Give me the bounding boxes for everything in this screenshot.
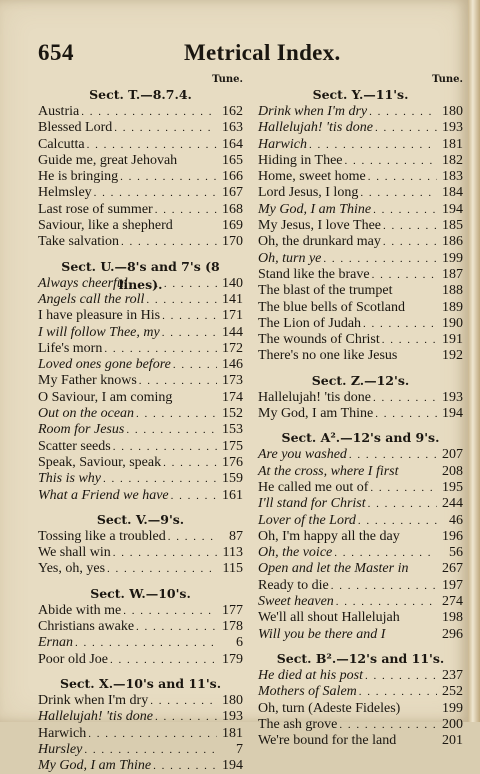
hymn-title: My God, I am Thine xyxy=(38,758,152,774)
dot-leader xyxy=(94,185,217,201)
tune-number: 171 xyxy=(222,308,243,324)
index-entry xyxy=(258,267,463,283)
dot-leader xyxy=(87,137,217,153)
tune-number: 296 xyxy=(442,626,463,642)
tune-number: 164 xyxy=(222,136,243,152)
section-heading: Sect. Y.—11's. xyxy=(312,87,409,102)
dot-leader xyxy=(173,357,217,373)
tune-number: 165 xyxy=(222,152,243,168)
hymn-title: Yes, oh, yes xyxy=(38,561,106,577)
hymn-title: Hursley xyxy=(38,741,83,757)
hymn-title: Always cheerful xyxy=(38,275,128,291)
tune-number: 186 xyxy=(442,234,463,250)
hymn-title: Austria xyxy=(38,104,80,119)
index-entry xyxy=(258,496,463,512)
index-entry xyxy=(258,406,463,422)
index-entry xyxy=(258,594,463,610)
index-entry xyxy=(258,513,463,529)
dot-leader xyxy=(121,234,217,250)
dot-leader xyxy=(146,292,217,308)
section-spacer xyxy=(258,422,463,429)
hymn-title: My Jesus, I love Thee xyxy=(258,218,381,234)
index-entry xyxy=(38,709,243,725)
index-entry xyxy=(258,251,463,267)
hymn-title: The Lion of Judah xyxy=(258,315,362,331)
hymn-title: Oh, turn ye xyxy=(258,250,322,266)
index-entry xyxy=(258,684,463,700)
dot-leader xyxy=(375,406,437,422)
tune-number: 207 xyxy=(442,447,463,463)
hymn-title: My Father knows xyxy=(38,373,137,389)
section-heading: Sect. W.—10's. xyxy=(90,585,191,601)
dot-leader xyxy=(373,202,437,218)
index-entry xyxy=(258,234,463,250)
hymn-title: Will you be there and I xyxy=(258,626,386,642)
dot-leader xyxy=(81,104,217,120)
tune-number: 185 xyxy=(442,218,463,234)
tune-number: 237 xyxy=(442,667,463,683)
tune-number: 188 xyxy=(442,283,463,299)
dot-leader xyxy=(373,390,437,406)
index-entry xyxy=(258,545,463,561)
hymn-title: Home, sweet home xyxy=(258,169,366,185)
hymn-title: Out on the ocean xyxy=(38,406,135,422)
tune-number: 193 xyxy=(222,709,243,725)
index-entry xyxy=(38,202,243,218)
hymn-title: Take salvation xyxy=(38,234,120,250)
section-heading: Sect. Z.—12's. xyxy=(311,372,410,388)
hymn-title: Ernan xyxy=(38,635,73,651)
index-entry xyxy=(38,390,243,406)
hymn-title: At the cross, where I first xyxy=(258,463,399,479)
hymn-title: He died at his post xyxy=(258,667,363,683)
hymn-title: Scatter seeds xyxy=(38,438,111,454)
hymn-title: The blue bells of Scotland xyxy=(258,299,405,315)
section-heading: Sect. V.—9's. xyxy=(96,511,185,527)
section-spacer xyxy=(38,504,243,511)
dot-leader xyxy=(150,693,217,709)
tune-number: 168 xyxy=(222,201,243,217)
hymn-title: Angels call the roll xyxy=(38,291,145,307)
index-entry xyxy=(38,341,243,357)
hymn-title: Hallelujah! 'tis done xyxy=(38,709,153,725)
tune-number: 115 xyxy=(222,561,243,577)
tune-number: 163 xyxy=(222,120,243,136)
index-entry xyxy=(258,717,463,733)
index-entry xyxy=(38,693,243,709)
index-entry xyxy=(38,185,243,201)
hymn-title: Oh, turn (Adeste Fideles) xyxy=(258,700,401,716)
dot-leader xyxy=(383,218,437,234)
index-entry xyxy=(38,276,243,292)
hymn-title: The blast of the trumpet xyxy=(258,283,393,299)
index-entry xyxy=(38,218,243,234)
hymn-title: Stand like the brave xyxy=(258,266,370,282)
index-entry xyxy=(38,619,243,635)
hymn-title: O Saviour, I am coming xyxy=(38,389,173,405)
dot-leader xyxy=(383,234,437,250)
dot-leader xyxy=(171,488,217,504)
hymn-title: Mothers of Salem xyxy=(258,684,357,700)
tune-number: 167 xyxy=(222,185,243,201)
tune-number: 199 xyxy=(442,700,463,716)
tune-number: 170 xyxy=(222,234,243,250)
section-spacer xyxy=(38,578,243,585)
tune-number: 181 xyxy=(442,136,463,152)
dot-leader xyxy=(336,594,437,610)
dot-leader xyxy=(370,480,437,496)
tune-number: 152 xyxy=(222,406,243,422)
page-number: 654 xyxy=(38,40,74,65)
hymn-title: Poor old Joe xyxy=(38,651,108,667)
index-entry xyxy=(38,471,243,487)
dot-leader xyxy=(358,513,437,529)
index-entry xyxy=(38,120,243,136)
section-heading: Sect. X.—10's and 11's. xyxy=(59,675,222,691)
index-entry xyxy=(258,153,463,169)
index-entry xyxy=(38,137,243,153)
tune-number: 180 xyxy=(442,104,463,119)
tune-number: 201 xyxy=(442,733,463,749)
dot-leader xyxy=(349,447,437,463)
dot-leader xyxy=(120,169,217,185)
hymn-title: Speak, Saviour, speak xyxy=(38,454,162,470)
hymn-title: This is why xyxy=(38,471,102,487)
tune-number: 46 xyxy=(449,512,463,528)
hymn-title: Drink when I'm dry xyxy=(38,692,149,708)
index-entry xyxy=(258,578,463,594)
section-heading: Sect. A².—12's and 9's. xyxy=(281,430,440,446)
hymn-title: Hiding in Thee xyxy=(258,152,343,168)
tune-number: 166 xyxy=(222,169,243,185)
index-entry xyxy=(38,488,243,504)
tune-number: 192 xyxy=(442,348,463,364)
dot-leader xyxy=(155,202,217,218)
tune-number: 181 xyxy=(222,725,243,741)
dot-leader xyxy=(168,529,217,545)
hymn-title: Drink when I'm dry xyxy=(258,104,368,119)
tune-number: 183 xyxy=(442,169,463,185)
dot-leader xyxy=(331,578,437,594)
tune-number: 199 xyxy=(442,250,463,266)
tune-number: 176 xyxy=(222,454,243,470)
index-entry xyxy=(38,373,243,389)
index-entry xyxy=(38,292,243,308)
tune-number: 177 xyxy=(222,602,243,618)
index-entry xyxy=(38,561,243,577)
dot-leader xyxy=(104,341,217,357)
right-column xyxy=(258,74,463,749)
index-entry xyxy=(258,120,463,136)
tune-number: 193 xyxy=(442,120,463,136)
tune-number: 161 xyxy=(222,487,243,503)
tune-number: 244 xyxy=(442,496,463,512)
hymn-title: Ready to die xyxy=(258,577,329,593)
tune-number: 267 xyxy=(442,561,463,577)
dot-leader xyxy=(345,153,437,169)
dot-leader xyxy=(126,422,217,438)
index-entry xyxy=(38,545,243,561)
dot-leader xyxy=(323,251,437,267)
dot-leader xyxy=(365,668,437,684)
index-entry xyxy=(258,733,463,749)
index-entry xyxy=(258,332,463,348)
dot-leader xyxy=(113,545,217,561)
hymn-title: I have pleasure in His xyxy=(38,308,161,324)
hymn-title: Guide me, great Jehovah xyxy=(38,152,178,168)
section-spacer xyxy=(38,668,243,675)
dot-leader xyxy=(103,471,217,487)
tune-number: 113 xyxy=(222,545,243,561)
hymn-title: Are you washed xyxy=(258,447,347,463)
index-entry xyxy=(258,283,463,299)
index-entry xyxy=(258,202,463,218)
dot-leader xyxy=(75,635,217,651)
tune-number: 200 xyxy=(442,716,463,732)
hymn-title: We shall win xyxy=(38,545,111,561)
index-entry xyxy=(258,668,463,684)
tune-number: 191 xyxy=(442,332,463,348)
tune-number: 208 xyxy=(442,463,463,479)
dot-leader xyxy=(360,185,437,201)
tune-number: 197 xyxy=(442,577,463,593)
index-entry xyxy=(258,390,463,406)
section-spacer xyxy=(38,251,243,258)
dot-leader xyxy=(372,267,437,283)
tune-number: 144 xyxy=(222,324,243,340)
tune-number: 196 xyxy=(442,528,463,544)
hymn-title: Lover of the Lord xyxy=(258,512,356,528)
section-heading: Sect. B².—12's and 11's. xyxy=(276,650,445,666)
dot-leader xyxy=(162,308,217,324)
index-entry xyxy=(258,218,463,234)
dot-leader xyxy=(334,545,437,561)
index-entry xyxy=(38,169,243,185)
hymn-title: Christians awake xyxy=(38,619,135,635)
tune-number: 7 xyxy=(236,741,243,757)
tune-number: 194 xyxy=(442,201,463,217)
index-entry xyxy=(38,758,243,774)
hymn-title: Calcutta xyxy=(38,136,85,152)
tune-number: 87 xyxy=(229,528,243,544)
index-entry xyxy=(38,635,243,651)
index-entry xyxy=(258,137,463,153)
dot-leader xyxy=(339,717,437,733)
index-entry xyxy=(38,726,243,742)
tune-number: 252 xyxy=(442,684,463,700)
dot-leader xyxy=(123,603,217,619)
hymn-title: Helmsley xyxy=(38,185,92,201)
hymn-title: What a Friend we have xyxy=(38,487,169,503)
dot-leader xyxy=(153,758,217,774)
index-entry xyxy=(38,439,243,455)
dot-leader xyxy=(162,325,217,341)
tune-number: 189 xyxy=(442,299,463,315)
dot-leader xyxy=(363,316,437,332)
tune-number: 173 xyxy=(222,373,243,389)
hymn-title: He called me out of xyxy=(258,479,369,495)
index-entry xyxy=(258,104,463,120)
index-entry xyxy=(38,325,243,341)
tune-number: 162 xyxy=(222,104,243,119)
hymn-title: My God, I am Thine xyxy=(258,201,372,217)
index-entry xyxy=(38,603,243,619)
dot-leader xyxy=(88,726,217,742)
tune-number: 190 xyxy=(442,315,463,331)
tune-number: 175 xyxy=(222,438,243,454)
tune-number: 195 xyxy=(442,479,463,495)
tune-number: 174 xyxy=(222,389,243,405)
hymn-title: He is bringing xyxy=(38,169,119,185)
left-column xyxy=(38,74,243,774)
dot-leader xyxy=(84,742,217,758)
hymn-title: Life's morn xyxy=(38,340,103,356)
dot-leader xyxy=(139,373,217,389)
hymn-title: Sweet heaven xyxy=(258,594,334,610)
hymn-title: Room for Jesus xyxy=(38,422,125,438)
hymn-title: Lord Jesus, I long xyxy=(258,185,359,201)
dot-leader xyxy=(114,120,217,136)
dot-leader xyxy=(309,137,437,153)
index-entry xyxy=(258,447,463,463)
index-entry xyxy=(258,561,463,577)
hymn-title: Abide with me xyxy=(38,602,122,618)
tune-number: 198 xyxy=(442,610,463,626)
page-edge xyxy=(468,0,480,722)
dot-leader xyxy=(369,104,437,120)
tune-number: 169 xyxy=(222,218,243,234)
index-entry xyxy=(258,185,463,201)
tune-number: 179 xyxy=(222,651,243,667)
hymn-title: There's no one like Jesus xyxy=(258,348,398,364)
hymn-title: Harwich xyxy=(38,725,87,741)
hymn-title: Oh, the voice xyxy=(258,545,333,561)
hymn-title: Tossing like a troubled xyxy=(38,528,166,544)
section-heading: Sect. T.—8.7.4. xyxy=(89,87,192,102)
page-title: Metrical Index. xyxy=(184,40,341,65)
dot-leader xyxy=(110,652,217,668)
hymn-title: Oh, the drunkard may xyxy=(258,234,381,250)
section-spacer xyxy=(258,643,463,650)
dot-leader xyxy=(163,455,217,471)
tune-column-label: Tune. xyxy=(212,74,243,85)
index-entry xyxy=(258,610,463,626)
hymn-title: We'll all shout Hallelujah xyxy=(258,610,400,626)
index-entry xyxy=(258,316,463,332)
dot-leader xyxy=(155,709,217,725)
dot-leader xyxy=(136,406,217,422)
tune-number: 178 xyxy=(222,619,243,635)
index-entry xyxy=(258,627,463,643)
index-entry xyxy=(38,308,243,324)
hymn-title: Last rose of summer xyxy=(38,201,153,217)
hymn-title: Blessed Lord xyxy=(38,120,113,136)
tune-column-label: Tune. xyxy=(432,74,463,85)
index-entry xyxy=(38,234,243,250)
tune-number: 274 xyxy=(442,594,463,610)
index-entry xyxy=(38,652,243,668)
tune-number: 182 xyxy=(442,152,463,168)
index-entry xyxy=(258,529,463,545)
tune-number: 153 xyxy=(222,422,243,438)
hymn-title: Open and let the Master in xyxy=(258,561,409,577)
index-entry xyxy=(38,529,243,545)
dot-leader xyxy=(136,619,217,635)
hymn-title: The ash grove xyxy=(258,716,338,732)
index-entry xyxy=(38,357,243,373)
tune-number: 6 xyxy=(236,635,243,651)
tune-number: 193 xyxy=(442,389,463,405)
tune-number: 172 xyxy=(222,340,243,356)
tune-number: 194 xyxy=(442,406,463,422)
hymn-title: Hallelujah! 'tis done xyxy=(258,389,371,405)
section-spacer xyxy=(258,365,463,372)
tune-number: 56 xyxy=(449,545,463,561)
hymn-title: Saviour, like a shepherd xyxy=(38,218,173,234)
hymn-title: Harwich xyxy=(258,136,307,152)
tune-number: 184 xyxy=(442,185,463,201)
tune-number: 140 xyxy=(222,275,243,291)
dot-leader xyxy=(368,496,437,512)
dot-leader xyxy=(359,684,437,700)
tune-number: 146 xyxy=(222,357,243,373)
index-entry xyxy=(38,422,243,438)
dot-leader xyxy=(375,120,437,136)
index-entry xyxy=(38,104,243,120)
dot-leader xyxy=(113,439,217,455)
hymn-title: Loved ones gone before xyxy=(38,357,171,373)
dot-leader xyxy=(130,276,217,292)
hymn-title: The wounds of Christ xyxy=(258,332,380,348)
dot-leader xyxy=(382,332,437,348)
dot-leader xyxy=(368,169,437,185)
hymn-title: Hallelujah! 'tis done xyxy=(258,120,373,136)
dot-leader xyxy=(107,561,217,577)
hymn-title: I'll stand for Christ xyxy=(258,496,366,512)
index-entry xyxy=(258,300,463,316)
tune-number: 159 xyxy=(222,471,243,487)
index-entry xyxy=(258,464,463,480)
index-entry xyxy=(38,406,243,422)
hymn-title: Oh, I'm happy all the day xyxy=(258,528,400,544)
tune-number: 187 xyxy=(442,266,463,282)
tune-number: 194 xyxy=(222,758,243,774)
index-entry xyxy=(258,480,463,496)
index-entry xyxy=(258,701,463,717)
tune-number: 180 xyxy=(222,692,243,708)
section-heading: Sect. U.—8's and 7's (8 lines). xyxy=(61,258,220,292)
index-entry xyxy=(38,742,243,758)
hymn-title: My God, I am Thine xyxy=(258,406,374,422)
index-entry xyxy=(38,153,243,169)
hymn-title: I will follow Thee, my xyxy=(38,324,160,340)
index-entry xyxy=(258,348,463,364)
tune-number: 141 xyxy=(222,291,243,307)
hymn-title: We're bound for the land xyxy=(258,733,397,749)
index-entry xyxy=(258,169,463,185)
index-entry xyxy=(38,455,243,471)
